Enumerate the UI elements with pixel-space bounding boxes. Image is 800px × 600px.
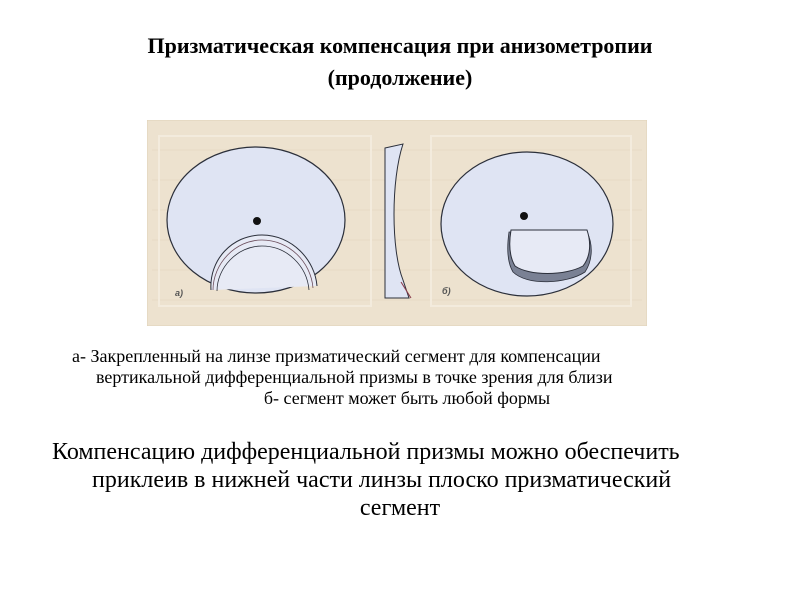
lens-figure	[147, 120, 647, 326]
lens-b-optical-center-dot	[520, 212, 528, 220]
slide-title-line1: Призматическая компенсация при анизометропии	[147, 33, 653, 58]
lens-diagram	[147, 120, 647, 326]
lens-a-optical-center-dot	[253, 217, 261, 225]
body-line1: Компенсацию дифференциальной призмы можно обеспечить	[52, 439, 680, 465]
caption-line3: б- сегмент может быть любой формы	[263, 388, 551, 408]
slide-title	[60, 30, 740, 94]
body-line2: приклеив в нижней части линзы плоско призматический	[92, 467, 672, 493]
lens-a	[167, 147, 345, 293]
label-b: б)	[442, 286, 451, 296]
body-paragraph	[40, 438, 760, 522]
label-a: а)	[175, 288, 184, 298]
body-line3: сегмент	[359, 495, 441, 521]
caption-line1: а- Закрепленный на линзе призматический сегмент для компенсации	[72, 346, 601, 366]
lens-b-segment	[510, 230, 590, 274]
caption-line2: вертикальной дифференциальной призмы в точке зрения для близи	[96, 367, 613, 387]
lens-b	[441, 152, 613, 296]
figure-caption	[72, 346, 742, 409]
slide-title-line2: (продолжение)	[327, 65, 473, 90]
